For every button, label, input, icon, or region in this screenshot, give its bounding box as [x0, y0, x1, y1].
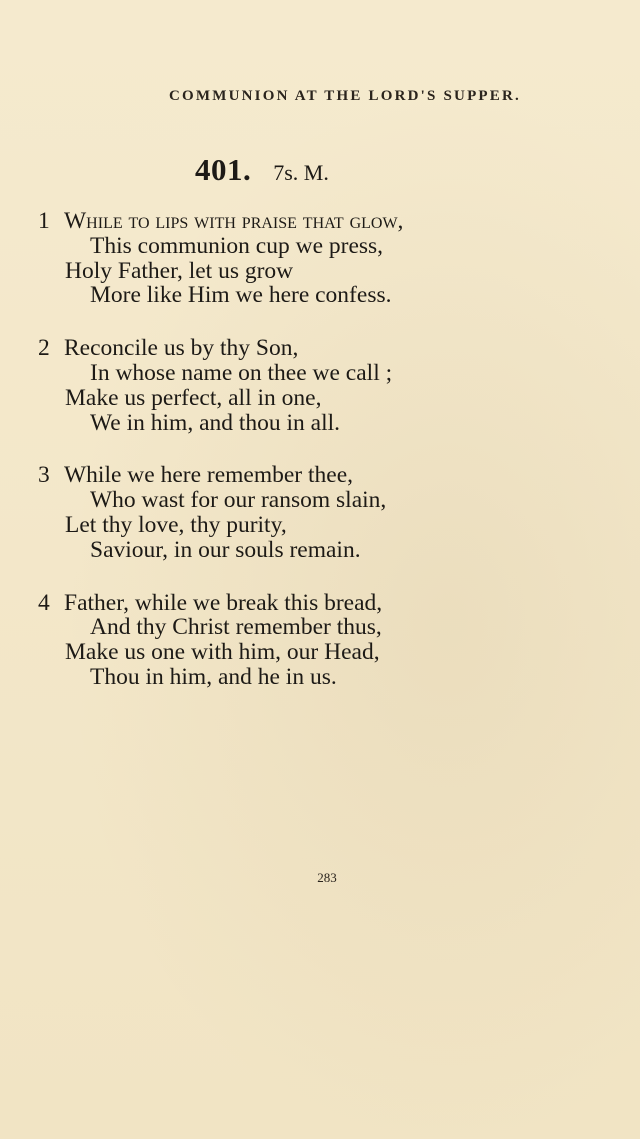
verse-line: More like Him we here confess.	[90, 282, 392, 309]
verse-line: Thou in him, and he in us.	[90, 663, 337, 690]
verse-2	[38, 336, 478, 435]
verse-4	[38, 591, 478, 690]
hymn-heading	[195, 152, 329, 188]
verse-line-text: Father, while we break this bread,	[64, 589, 383, 616]
verse-line: This communion cup we press,	[90, 232, 384, 259]
hymn-number: 401.	[195, 152, 252, 187]
verse-line-text: Reconcile us by thy Son,	[64, 335, 299, 362]
verse-line: Holy Father, let us grow	[65, 257, 294, 284]
running-head: COMMUNION AT THE LORD'S SUPPER.	[169, 88, 521, 104]
verse-line: Make us one with him, our Head,	[65, 639, 380, 666]
verse-line-text: While to lips with praise that glow,	[64, 208, 404, 234]
verse-line	[38, 463, 478, 488]
verse-line	[38, 591, 478, 616]
verse-line: And thy Christ remember thus,	[90, 614, 382, 641]
hymn-meter: 7s. M.	[273, 160, 329, 185]
verse-number: 2	[38, 335, 50, 362]
verse-number: 1	[38, 208, 50, 234]
verse-line: Make us perfect, all in one,	[65, 384, 322, 411]
verse-line: Saviour, in our souls remain.	[90, 536, 361, 563]
verse-line: Who wast for our ransom slain,	[90, 487, 387, 514]
verse-3	[38, 463, 478, 562]
verse-line	[38, 209, 478, 234]
verse-line: Let thy love, thy purity,	[65, 511, 287, 538]
verse-line-text: While we here remember thee,	[64, 462, 354, 489]
page-number: 283	[317, 870, 337, 885]
verse-number: 3	[38, 462, 50, 489]
hymn-verses	[38, 209, 478, 718]
verse-line	[38, 336, 478, 361]
verse-1	[38, 209, 478, 308]
verse-line: In whose name on thee we call ;	[90, 359, 393, 386]
verse-number: 4	[38, 589, 50, 616]
verse-line: We in him, and thou in all.	[90, 409, 341, 436]
